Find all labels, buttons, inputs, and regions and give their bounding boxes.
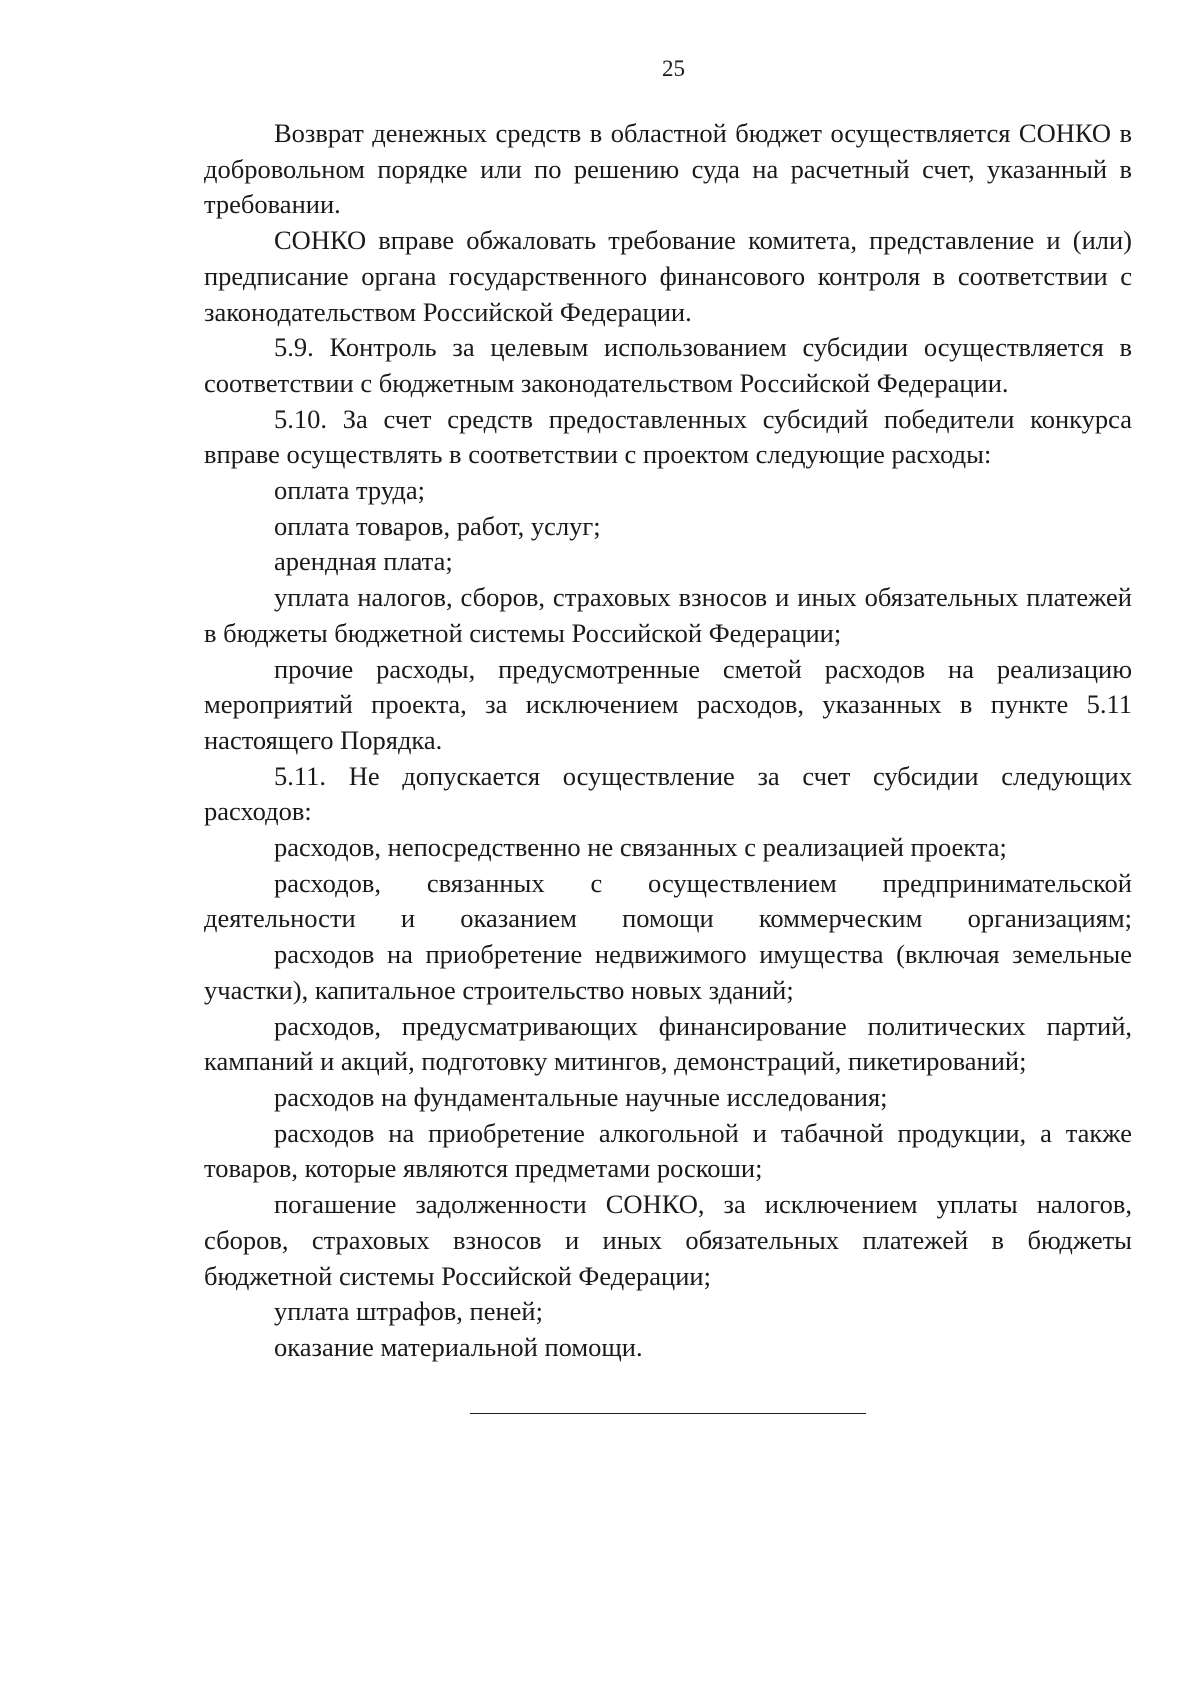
paragraph-5-9: 5.9. Контроль за целевым использованием субсидии осуществляется в соответствии с бюджетным законодательством Российской Федерации. xyxy=(204,332,1132,398)
paragraph-refund: Возврат денежных средств в областной бюджет осуществляется СОНКО в добровольном порядке или по решению суда на расчетный счет, указанный в требовании. xyxy=(204,118,1132,220)
paragraph-5-10: 5.10. За счет средств предоставленных субсидий победители конкурса вправе осуществлять в соответствии с проектом следующие расходы: xyxy=(204,403,1132,470)
list-item-material-aid: оказание материальной помощи. xyxy=(274,1331,643,1362)
list-item-real-estate: расходов на приобретение недвижимого имущества (включая земельные участки), капитальное строительство новых зданий; xyxy=(204,939,1132,1005)
list-item-goods: оплата товаров, работ, услуг; xyxy=(274,510,601,541)
list-item-taxes: уплата налогов, сборов, страховых взносов и иных обязательных платежей в бюджеты бюджетной системы Российской Федерации; xyxy=(204,582,1132,648)
list-item-business: расходов, связанных с осуществлением предпринимательской деятельности и оказанием помощи коммерческим организациям; xyxy=(204,867,1132,934)
paragraph-5-11: 5.11. Не допускается осуществление за счет субсидии следующих расходов: xyxy=(204,760,1132,827)
document-body xyxy=(204,116,1132,1366)
list-item-unrelated: расходов, непосредственно не связанных с реализацией проекта; xyxy=(274,832,1007,863)
list-item-debt: погашение задолженности СОНКО, за исключением уплаты налогов, сборов, страховых взносов и иных обязательных платежей в бюджеты бюджетной системы Российской Федерации; xyxy=(204,1189,1132,1291)
list-item-rent: арендная плата; xyxy=(274,546,453,577)
list-item-alcohol-tobacco: расходов на приобретение алкогольной и табачной продукции, а также товаров, которые являются предметами роскоши; xyxy=(204,1117,1132,1184)
list-item-political: расходов, предусматривающих финансирование политических партий, кампаний и акций, подготовку митингов, демонстраций, пикетирований; xyxy=(204,1010,1132,1077)
list-item-fines: уплата штрафов, пеней; xyxy=(274,1296,543,1327)
page-number: 25 xyxy=(662,56,685,81)
end-divider-line xyxy=(470,1413,866,1414)
list-item-other-expenses: прочие расходы, предусмотренные сметой расходов на реализацию мероприятий проекта, за исключением расходов, указанных в пункте 5.11 настоящего Порядка. xyxy=(204,653,1132,755)
list-item-research: расходов на фундаментальные научные исследования; xyxy=(274,1081,888,1112)
list-item-labor: оплата труда; xyxy=(274,475,426,506)
paragraph-appeal: СОНКО вправе обжаловать требование комитета, представление и (или) предписание органа государственного финансового контроля в соответствии с законодательством Российской Федерации. xyxy=(204,225,1132,327)
